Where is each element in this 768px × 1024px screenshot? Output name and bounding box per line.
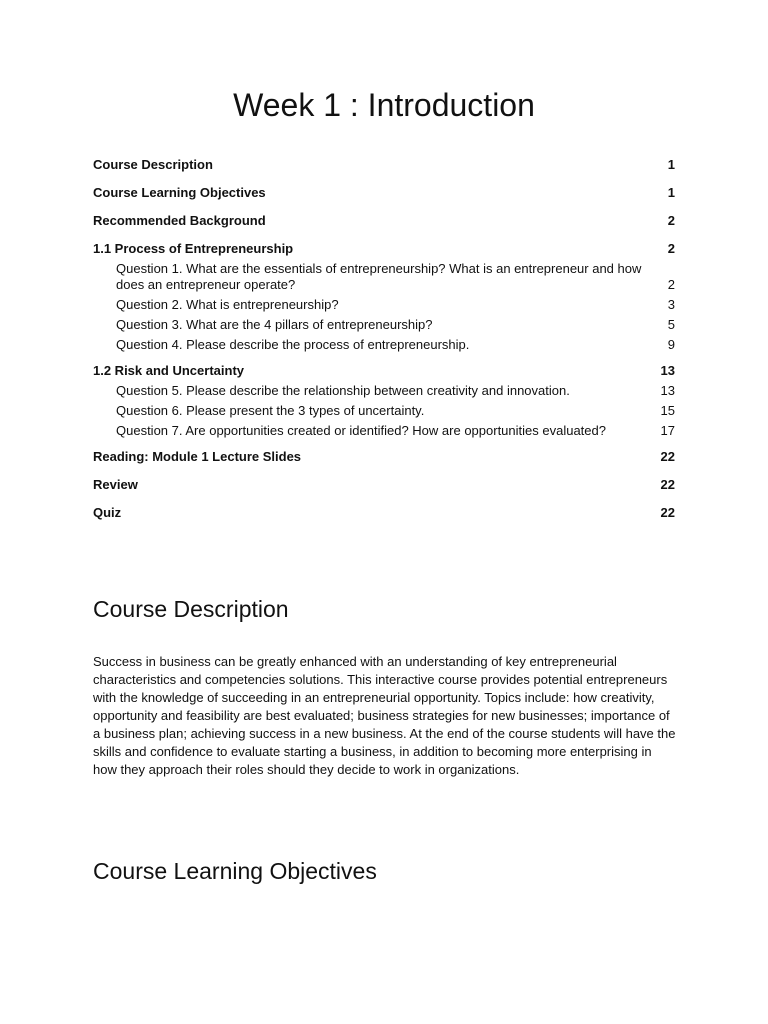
toc-entry-label: Review — [93, 477, 138, 492]
toc-subentry-label: Question 3. What are the 4 pillars of entrepreneurship? — [116, 317, 433, 332]
toc-entry-label: Reading: Module 1 Lecture Slides — [93, 449, 302, 464]
toc-entry-recommended-background[interactable] — [93, 211, 675, 231]
section-heading-learning-objectives: Course Learning Objectives — [93, 858, 377, 884]
toc-entry-label: 1.1 Process of Entrepreneurship — [93, 241, 294, 256]
toc-subentry-page: 5 — [667, 317, 675, 332]
toc-subentry-question-3[interactable] — [93, 315, 675, 335]
toc-entry-learning-objectives[interactable] — [93, 183, 675, 203]
toc-entry-page: 1 — [667, 185, 675, 200]
toc-subentry-label: Question 5. Please describe the relationship between creativity and innovation. — [116, 383, 570, 398]
page-title: Week 1 : Introduction — [233, 87, 535, 123]
section-heading-course-description: Course Description — [93, 596, 289, 622]
toc-entry-label: 1.2 Risk and Uncertainty — [93, 363, 244, 378]
toc-subentry-page: 2 — [667, 277, 675, 292]
toc-entry-page: 2 — [667, 213, 675, 228]
toc-subentry-question-1[interactable] — [93, 259, 675, 295]
toc-entry-page: 13 — [660, 363, 675, 378]
toc-subentry-question-6[interactable] — [93, 401, 675, 421]
course-description-paragraph: Success in business can be greatly enhanced with an understanding of key entrepreneurial characteristics and competencies solutions. This interactive course provides potential entrepreneurs with the knowledge of succeeding in an entrepreneurial opportunity. Topics include: how creativity, opportunity and feasibility are best evaluated; business strategies for new businesses; importance of a business plan; achieving success in a new business. At the end of the course students will have the skills and confidence to evaluate starting a business, in addition to becoming more enterprising in how they approach their roles should they decide to work in organizations. — [93, 654, 676, 777]
toc-entry-risk-and-uncertainty[interactable] — [93, 361, 675, 381]
table-of-contents — [93, 155, 675, 523]
toc-subentry-question-2[interactable] — [93, 295, 675, 315]
toc-entry-page: 22 — [660, 449, 675, 464]
toc-entry-label: Quiz — [93, 505, 122, 520]
toc-entry-reading[interactable] — [93, 447, 675, 467]
toc-subentry-page: 9 — [667, 337, 675, 352]
toc-subentry-label: Question 6. Please present the 3 types of uncertainty. — [116, 403, 425, 418]
toc-entry-page: 22 — [660, 505, 675, 520]
toc-subentry-question-5[interactable] — [93, 381, 675, 401]
toc-subentry-page: 17 — [660, 423, 675, 438]
toc-entry-label: Course Description — [93, 157, 213, 172]
toc-subentry-label: Question 7. Are opportunities created or identified? How are opportunities evaluated? — [116, 423, 606, 438]
toc-entry-label: Recommended Background — [93, 213, 266, 228]
toc-subentry-page: 15 — [660, 403, 675, 418]
toc-subentry-page: 13 — [660, 383, 675, 398]
toc-subentry-label: Question 1. What are the essentials of entrepreneurship? What is an entrepreneur and how does an entrepreneur operate? — [116, 261, 642, 292]
toc-subentry-label: Question 2. What is entrepreneurship? — [116, 297, 339, 312]
toc-entry-review[interactable] — [93, 475, 675, 495]
toc-subentry-label: Question 4. Please describe the process of entrepreneurship. — [116, 337, 470, 352]
toc-entry-label: Course Learning Objectives — [93, 185, 266, 200]
toc-entry-page: 2 — [667, 241, 675, 256]
toc-entry-course-description[interactable] — [93, 155, 675, 175]
toc-entry-page: 1 — [667, 157, 675, 172]
toc-entry-process-of-entrepreneurship[interactable] — [93, 239, 675, 259]
toc-entry-quiz[interactable] — [93, 503, 675, 523]
toc-subentry-page: 3 — [667, 297, 675, 312]
toc-subentry-question-4[interactable] — [93, 335, 675, 355]
toc-subentry-question-7[interactable] — [93, 421, 675, 441]
toc-entry-page: 22 — [660, 477, 675, 492]
